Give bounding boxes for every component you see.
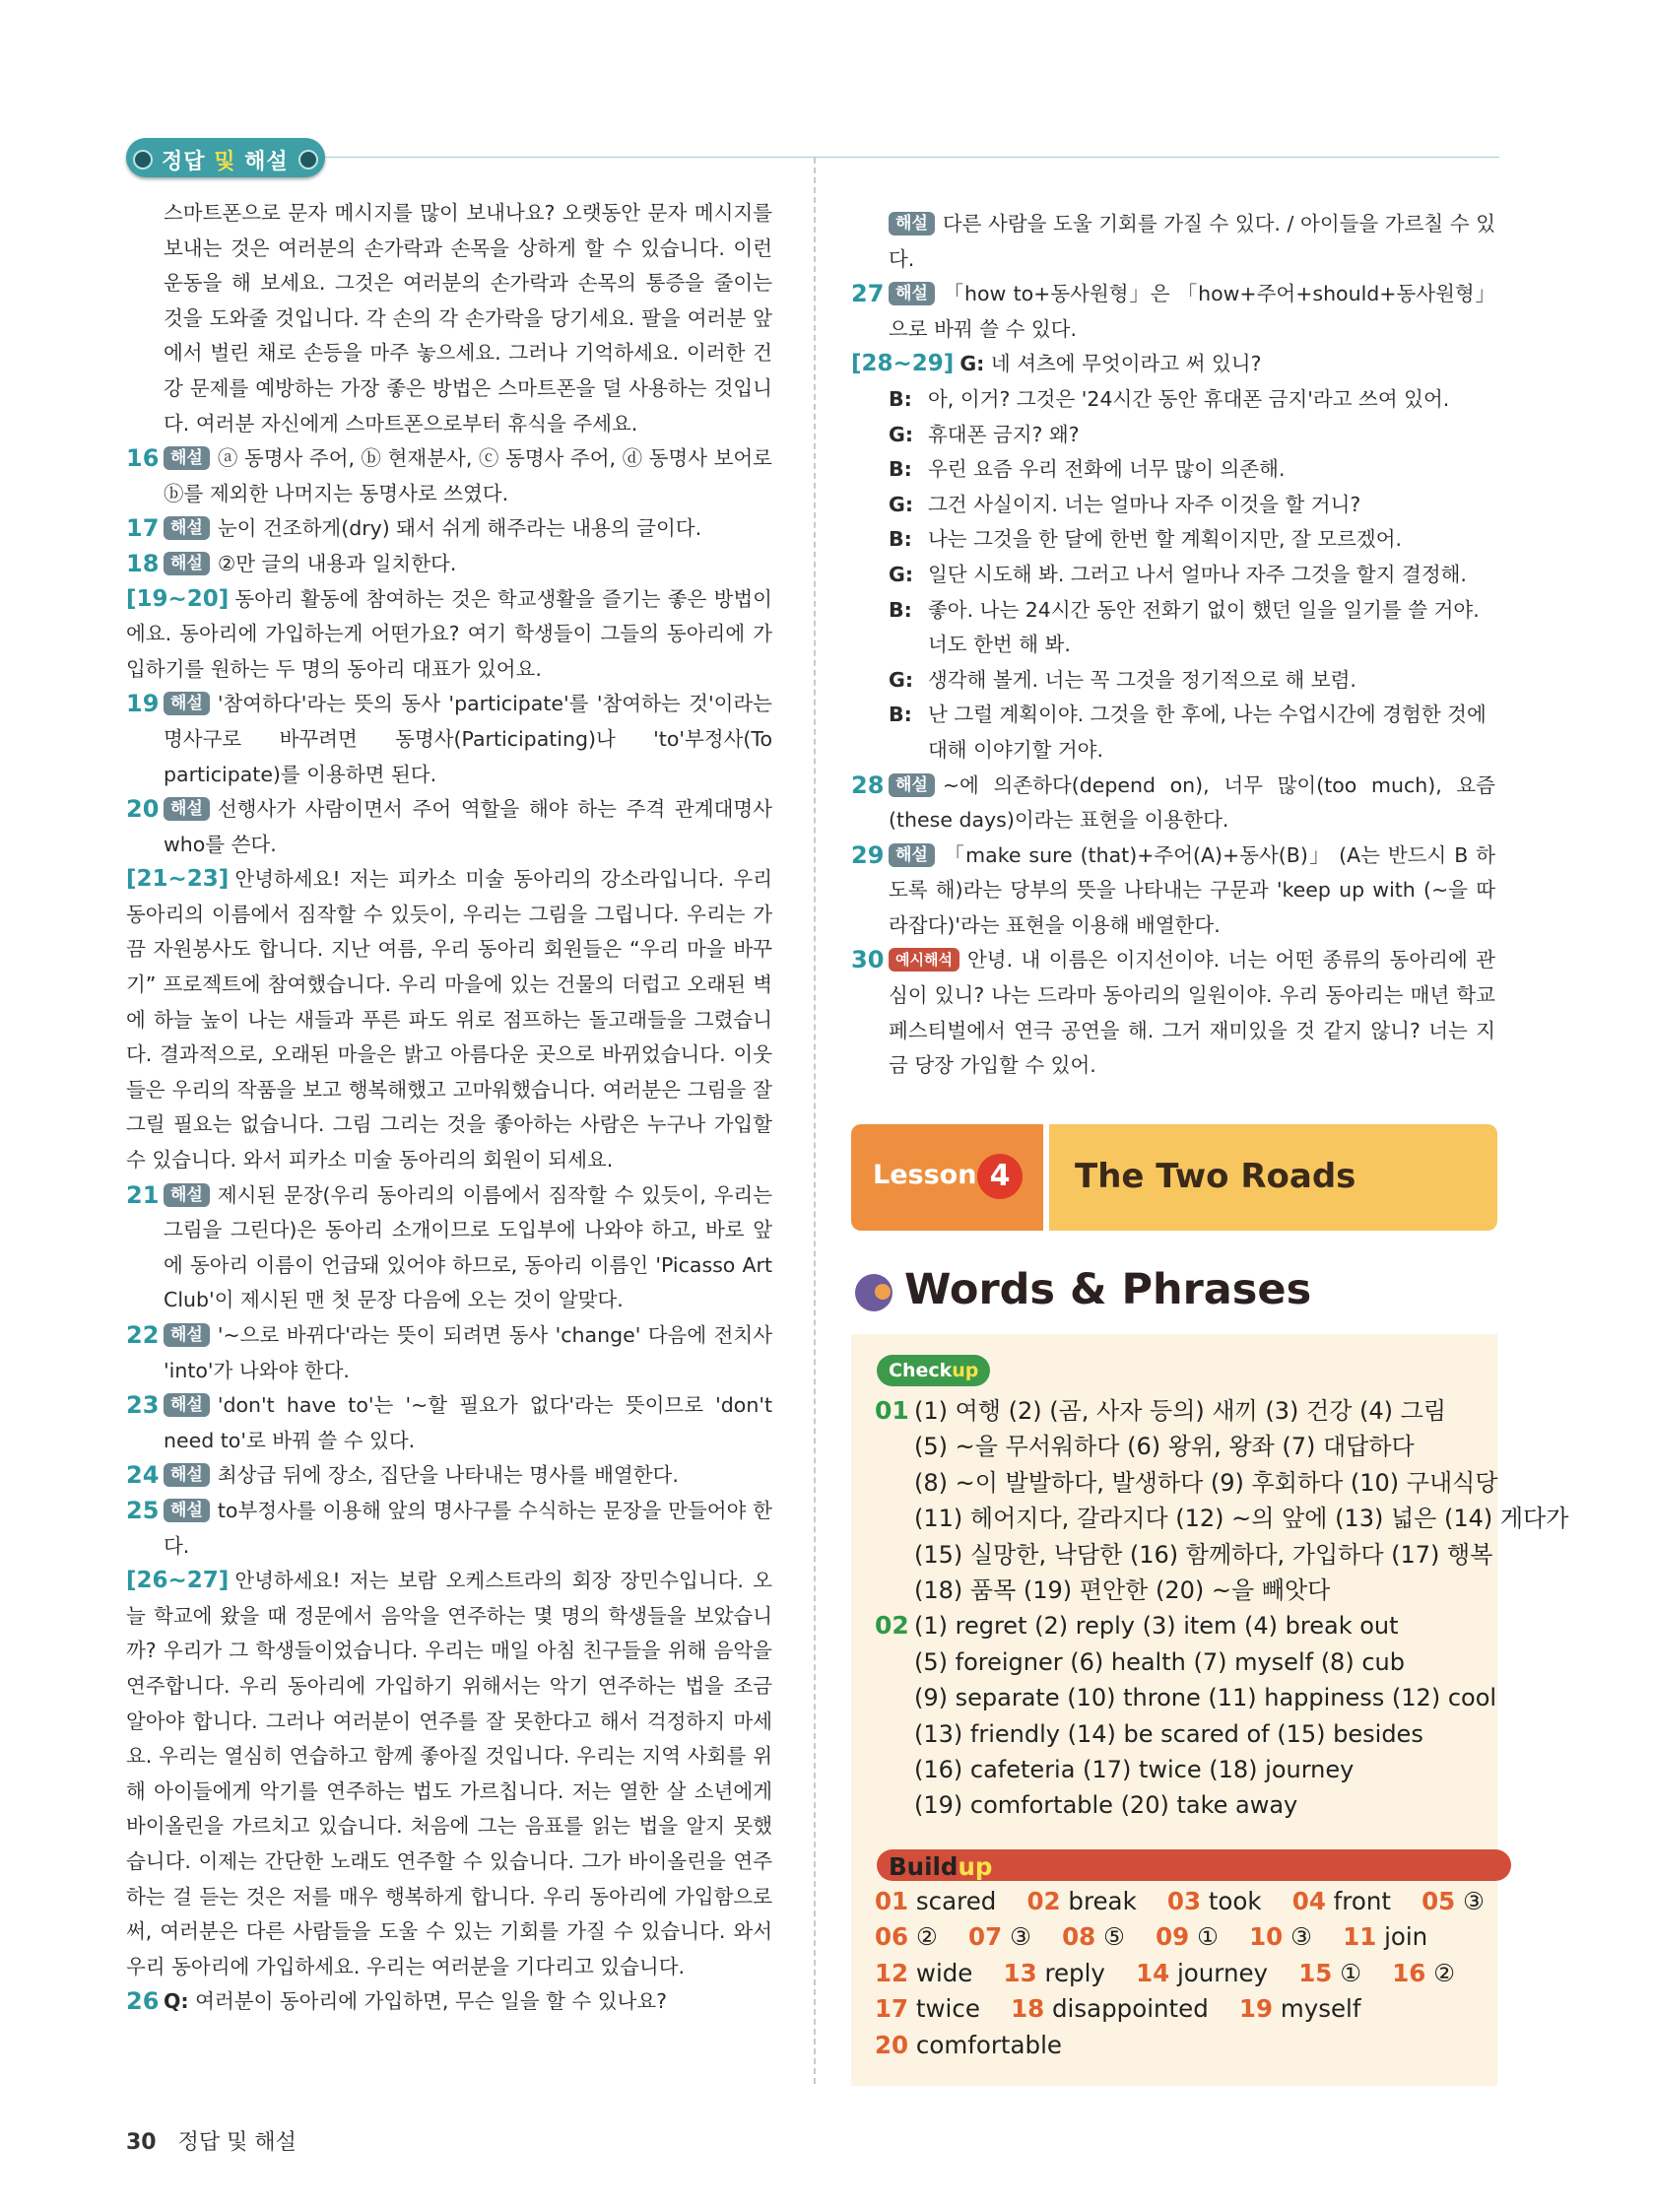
dialogue-line: G: 그건 사실이지. 너는 얼마나 자주 이것을 할 거니? bbox=[889, 492, 1361, 516]
answer-item-20: 20 해설 선행사가 사람이면서 주어 역할을 해야 하는 주격 관계대명사 who를 쓴다. bbox=[126, 795, 772, 856]
lesson-number-badge: 4 bbox=[977, 1154, 1023, 1199]
left-column bbox=[126, 196, 772, 2020]
explanation-tag: 해설 bbox=[889, 773, 935, 797]
explanation-tag: 해설 bbox=[164, 552, 210, 575]
build-row: 12 wide 13 reply 14 journey 15 ① 16 ② bbox=[875, 1958, 1456, 1987]
build-row: 17 twice 18 disappointed 19 myself bbox=[875, 1994, 1361, 2024]
build-row: 01 scared 02 break 03 took 04 front 05 ③ bbox=[875, 1887, 1485, 1915]
dialogue-line: B: 아, 이거? 그것은 '24시간 동안 휴대폰 금지'라고 쓰여 있어. bbox=[889, 386, 1450, 411]
build-up-answers bbox=[875, 1884, 1486, 2063]
explanation-tag: 해설 bbox=[164, 797, 210, 821]
lesson-title: The Two Roads bbox=[1075, 1157, 1356, 1196]
pill-dot-right bbox=[298, 150, 318, 169]
check-answer-02: 02 (1) regret (2) reply (3) item (4) break out (5) foreigner (6) health (7) myself (8) cub (9) separate (10) throne (11) happiness (12) cool (13) friendly (14) be scared of (15) besides (16) cafeteria (17) twice (18) journey (19) comfortable (20) take away bbox=[875, 1611, 1497, 1820]
answer-range-19-20: [19~20] 동아리 활동에 참여하는 것은 학교생활을 즐기는 좋은 방법이에요. 동아리에 가입하는게 어떤가요? 여기 학생들이 그들의 동아리에 가입하기를 원하는 두 명의 동아리 대표가 있어요. bbox=[126, 585, 772, 681]
lesson-word: Lesson bbox=[873, 1160, 977, 1190]
answer-item-30: 30 예시해석 안녕. 내 이름은 이지선이야. 너는 어떤 종류의 동아리에 관심이 있니? 나는 드라마 동아리의 일원이야. 우리 동아리는 매년 학교 페스티벌에서 연극 공연을 해. 그거 재미있을 것 같지 않니? 너는 지금 당장 가입할 수 있어. bbox=[851, 946, 1495, 1078]
answer-item-19: 19 해설 '참여하다'라는 뜻의 동사 'participate'를 '참여하는 것'이라는 명사구로 바꾸려면 동명사(Participating)나 'to'부정사(To participate)를 이용하면 된다. bbox=[126, 690, 772, 786]
lesson-banner-label bbox=[851, 1124, 1043, 1231]
answer-item-27: 27 해설 「how to+동사원형」은 「how+주어+should+동사원형」으로 바꿔 쓸 수 있다. bbox=[851, 280, 1495, 341]
answer-range-26-27: [26~27] 안녕하세요! 저는 보람 오케스트라의 회장 장민수입니다. 오늘 학교에 왔을 때 정문에서 음악을 연주하는 몇 명의 학생들을 보았습니까? 우리가 그 학생들이었습니다. 우리는 매일 아침 친구들을 위해 음악을 연주합니다. 우리 동아리에 가입하기 위해서는 악기 연주하는 법을 조금 알아야 합니다. 그러나 여러분이 연주를 잘 못한다고 해서 걱정하지 마세요. 우리는 열심히 연습하고 함께 좋아질 것입니다. 우리는 지역 사회를 위해 아이들에게 악기를 연주하는 법도 가르칩니다. 저는 열한 살 소년에게 바이올린을 가르치고 있습니다. 처음에 그는 음표를 읽는 법을 알지 못했습니다. 이제는 간단한 노래도 연주할 수 있습니다. 그가 바이올린을 연주하는 걸 듣는 것은 저를 매우 행복하게 합니다. 우리 동아리에 가입함으로써, 여러분은 다른 사람들을 도울 수 있는 기회를 가질 수 있습니다. 와서 우리 동아리에 가입하세요. 우리는 여러분을 기다리고 있습니다. bbox=[126, 1568, 772, 1978]
build-row: 20 comfortable bbox=[875, 2030, 1062, 2059]
header-rule bbox=[325, 157, 1499, 158]
explanation-tag: 해설 bbox=[164, 1393, 210, 1417]
answer-item-24: 24 해설 최상급 뒤에 장소, 집단을 나타내는 명사를 배열한다. bbox=[126, 1461, 679, 1490]
pill-dot-left bbox=[133, 150, 153, 169]
answer-item-25: 25 해설 to부정사를 이용해 앞의 명사구를 수식하는 문장을 만들어야 한다. bbox=[126, 1496, 772, 1558]
lesson-banner-title bbox=[1049, 1124, 1497, 1231]
answer-item-18: 18 해설 ②만 글의 내용과 일치한다. bbox=[126, 549, 457, 577]
dialogue-line: B: 우린 요즘 우리 전화에 너무 많이 의존해. bbox=[889, 457, 1286, 482]
section-header-pill bbox=[126, 138, 325, 177]
explanation-tag: 해설 bbox=[164, 1183, 210, 1207]
build-up-badge: Buildup bbox=[877, 1849, 1511, 1881]
explanation-tag: 해설 bbox=[889, 282, 935, 305]
answer-range-21-23: [21~23] 안녕하세요! 저는 피카소 미술 동아리의 강소라입니다. 우리 동아리의 이름에서 짐작할 수 있듯이, 우리는 그림을 그립니다. 우리는 가끔 자원봉사도 합니다. 지난 여름, 우리 동아리 회원들은 “우리 마을 바꾸기” 프로젝트에 참여했습니다. 우리 마을에 있는 건물의 더럽고 오래된 벽에 하늘 높이 나는 새들과 푸른 파도 위로 점프하는 돌고래들을 그렸습니다. 결과적으로, 오래된 마을은 밝고 아름다운 곳으로 바뀌었습니다. 이웃들은 우리의 작품을 보고 행복해했고 고마워했습니다. 여러분은 그림을 잘 그릴 필요는 없습니다. 그림 그리는 것을 좋아하는 사람은 누구나 가입할 수 있습니다. 와서 피카소 미술 동아리의 회원이 되세요. bbox=[126, 866, 772, 1173]
explanation-tag: 해설 bbox=[164, 446, 210, 470]
section-header-title: 정답 및 해설 bbox=[162, 150, 289, 174]
explanation-tag: 해설 bbox=[889, 843, 935, 867]
answer-item-16: 16 해설 ⓐ 동명사 주어, ⓑ 현재분사, ⓒ 동명사 주어, ⓓ 동명사 보어로 ⓑ를 제외한 나머지는 동명사로 쓰였다. bbox=[126, 444, 772, 505]
explanation-tag: 해설 bbox=[164, 692, 210, 715]
dialogue-28-29 bbox=[851, 347, 1495, 768]
explanation-tag: 해설 bbox=[164, 1323, 210, 1347]
page-number: 30 bbox=[126, 2130, 157, 2155]
dialogue-line: G: 생각해 볼게. 너는 꼭 그것을 정기적으로 해 보렴. bbox=[889, 667, 1356, 692]
dialogue-line: B: 나는 그것을 한 달에 한번 할 계획이지만, 잘 모르겠어. bbox=[889, 527, 1403, 552]
dialogue-line: G: 휴대폰 금지? 왜? bbox=[889, 422, 1080, 446]
answer-item-26-answer: 해설 다른 사람을 도울 기회를 가질 수 있다. / 아이들을 가르칠 수 있다. bbox=[889, 212, 1495, 271]
right-column bbox=[851, 207, 1495, 1084]
column-divider bbox=[814, 158, 816, 2084]
translation-paragraph: 스마트폰으로 문자 메시지를 많이 보내나요? 오랫동안 문자 메시지를 보내는 것은 여러분의 손가락과 손목을 상하게 할 수 있습니다. 이런 운동을 해 보세요. 그것은 여러분의 손가락과 손목의 통증을 줄이는 것을 도와줄 것입니다. 각 손의 각 손가락을 당기세요. 팔을 여러분 앞에서 벌린 채로 손등을 마주 놓으세요. 그러나 기억하세요. 이러한 건강 문제를 예방하는 가장 좋은 방법은 스마트폰을 덜 사용하는 것입니다. 여러분 자신에게 스마트폰으로부터 휴식을 주세요. bbox=[164, 201, 772, 436]
check-answer-01: 01 (1) 여행 (2) (곰, 사자 등의) 새끼 (3) 건강 (4) 그림 (5) ~을 무서워하다 (6) 왕위, 왕좌 (7) 대답하다 (8) ~이 발발하다, 발생하다 (9) 후회하다 (10) 구내식당 (11) 헤어지다, 갈라지다 (12) ~의 앞에 (13) 넓은 (14) 게다가 (15) 실망한, 낙담한 (16) 함께하다, 가입하다 (17) 행복 (18) 품목 (19) 편안한 (20) ~을 빼앗다 bbox=[875, 1396, 1569, 1605]
example-translation-tag: 예시해석 bbox=[889, 948, 959, 972]
dialogue-first-line: [28~29] G: 네 셔츠에 무엇이라고 써 있니? bbox=[851, 351, 1262, 377]
dialogue-line: B: 난 그럴 계획이야. 그것을 한 후에, 나는 수업시간에 경험한 것에 대해 이야기할 거야. bbox=[889, 703, 1487, 762]
check-up-badge: Checkup bbox=[877, 1355, 990, 1386]
dialogue-line: G: 일단 시도해 봐. 그러고 나서 얼마나 자주 그것을 할지 결정해. bbox=[889, 562, 1467, 586]
explanation-tag: 해설 bbox=[164, 516, 210, 540]
answer-item-29: 29 해설 「make sure (that)+주어(A)+동사(B)」 (A는 반드시 B 하도록 해)라는 당부의 뜻을 나타내는 구문과 'keep up with (~을 따라잡다)'라는 표현을 이용해 배열한다. bbox=[851, 840, 1495, 937]
dialogue-lines bbox=[851, 382, 1495, 769]
words-phrases-heading: Words & Phrases bbox=[904, 1265, 1312, 1314]
palette-icon bbox=[855, 1274, 893, 1311]
answer-item-28: 28 해설 ~에 의존하다(depend on), 너무 많이(too much), 요즘(these days)이라는 표현을 이용한다. bbox=[851, 771, 1495, 833]
explanation-tag: 해설 bbox=[164, 1463, 210, 1487]
answer-item-26: 26 Q: 여러분이 동아리에 가입하면, 무슨 일을 할 수 있나요? bbox=[126, 1987, 668, 2016]
answer-item-23: 23 해설 'don't have to'는 '~할 필요가 없다'라는 뜻이므로 'don't need to'로 바꿔 쓸 수 있다. bbox=[126, 1391, 772, 1452]
footer-label: 정답 및 해설 bbox=[177, 2130, 297, 2155]
answer-item-21: 21 해설 제시된 문장(우리 동아리의 이름에서 짐작할 수 있듯이, 우리는 그림을 그린다)은 동아리 소개이므로 도입부에 나와야 하고, 바로 앞에 동아리 이름이 언급돼 있어야 하므로, 동아리 이름인 'Picasso Art Club'이 제시된 맨 첫 문장 다음에 오는 것이 알맞다. bbox=[126, 1180, 772, 1312]
answer-item-17: 17 해설 눈이 건조하게(dry) 돼서 쉬게 해주라는 내용의 글이다. bbox=[126, 514, 702, 543]
explanation-tag: 해설 bbox=[889, 212, 935, 235]
dialogue-line: B: 좋아. 나는 24시간 동안 전화기 없이 했던 일을 일기를 쓸 거야. 너도 한번 해 봐. bbox=[889, 597, 1480, 657]
answer-item-22: 22 해설 '~으로 바뀌다'라는 뜻이 되려면 동사 'change' 다음에 전치사 'into'가 나와야 한다. bbox=[126, 1321, 772, 1382]
page-footer bbox=[126, 2125, 297, 2156]
build-row: 06 ② 07 ③ 08 ⑤ 09 ① 10 ③ 11 join bbox=[875, 1922, 1428, 1952]
explanation-tag: 해설 bbox=[164, 1499, 210, 1522]
check-up-answers bbox=[875, 1393, 1569, 1824]
